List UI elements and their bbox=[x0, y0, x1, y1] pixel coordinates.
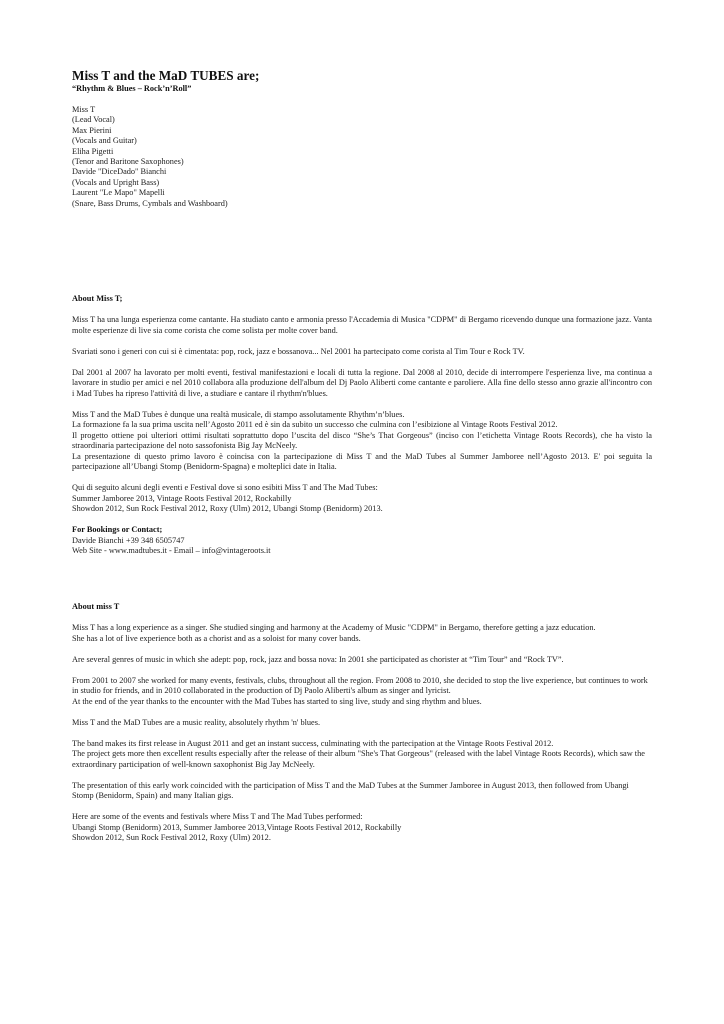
page-title: Miss T and the MaD TUBES are; bbox=[72, 68, 260, 83]
section-heading: About miss T bbox=[72, 602, 120, 611]
paragraph: Miss T has a long experience as a singer. She studied singing and harmony at the Academy of Music "CDPM" in Bergamo, therefore getting a jazz education. bbox=[72, 623, 596, 632]
member-role: (Lead Vocal) bbox=[72, 115, 115, 125]
paragraph: La formazione fa la sua prima uscita nell’Agosto 2011 ed è sin da subito un successo che culmina con l’esibizione al Vintage Roots Festival 2012. bbox=[72, 420, 558, 429]
paragraph: Showdon 2012, Sun Rock Festival 2012, Roxy (Ulm) 2012. bbox=[72, 833, 271, 842]
contact-heading: For Bookings or Contact; bbox=[72, 525, 163, 534]
member-name: Laurent "Le Mapo" Mapelli bbox=[72, 188, 165, 198]
member-role: (Vocals and Upright Bass) bbox=[72, 177, 160, 187]
paragraph: Ubangi Stomp (Benidorm) 2013, Summer Jamboree 2013,Vintage Roots Festival 2012, Rockabilly bbox=[72, 822, 402, 832]
paragraph: Showdon 2012, Sun Rock Festival 2012, Roxy (Ulm) 2012, Ubangi Stomp (Benidorm) 2013. bbox=[72, 504, 383, 513]
paragraph: At the end of the year thanks to the encounter with the Mad Tubes has started to sing live, study and sing rhythm and blues. bbox=[72, 696, 482, 706]
paragraph: Svariati sono i generi con cui si è cimentata: pop, rock, jazz e bossanova... Nel 2001 ha partecipato come corista al Tim Tour e Rock TV. bbox=[72, 346, 525, 356]
paragraph: Here are some of the events and festivals where Miss T and The Mad Tubes performed: bbox=[72, 812, 363, 821]
paragraph: Are several genres of music in which she adept: pop, rock, jazz and bossa nova: In 2001 she participated as chorister at “Tim Tour” and “Rock TV”. bbox=[72, 654, 564, 664]
member-name: Max Pierini bbox=[72, 125, 112, 135]
member-name: Davide "DiceDado" Bianchi bbox=[72, 167, 167, 177]
paragraph: The presentation of this early work coincided with the participation of Miss T and the MaD Tubes at the Summer Jamboree in August 2013, then followed from Ubangi Stomp (Benidorm, Spain) and many Italian gigs. bbox=[72, 780, 629, 800]
contact-phone: Davide Bianchi +39 348 6505747 bbox=[72, 535, 185, 545]
paragraph: Miss T ha una lunga esperienza come cantante. Ha studiato canto e armonia presso l'Accademia di Musica "CDPM" di Bergamo ricevendo dunque una formazione jazz. Vanta molte esperienze di live sia come corista che come solista per molte cover band. bbox=[72, 315, 652, 335]
paragraph: Summer Jamboree 2013, Vintage Roots Festival 2012, Rockabilly bbox=[72, 493, 292, 503]
member-role: (Vocals and Guitar) bbox=[72, 136, 137, 146]
paragraph: From 2001 to 2007 she worked for many events, festivals, clubs, throughout all the region. From 2008 to 2010, she decided to stop the live experience, but continues to work in studio for friends, and in 2010 collaborated in the production of Dj Paolo Aliberti's album as singer and lyricist. bbox=[72, 675, 648, 695]
band-members-list bbox=[72, 105, 228, 209]
paragraph: Miss T and the MaD Tubes è dunque una realtà musicale, di stampo assolutamente Rhythm’n’blues. bbox=[72, 409, 405, 419]
section-heading: About Miss T; bbox=[72, 294, 123, 303]
member-name: Eliha Pigetti bbox=[72, 146, 114, 156]
paragraph: Miss T and the MaD Tubes are a music reality, absolutely rhythm 'n' blues. bbox=[72, 717, 321, 727]
paragraph: Qui di seguito alcuni degli eventi e Festival dove si sono esibiti Miss T and The Mad Tubes: bbox=[72, 483, 378, 492]
member-role: (Snare, Bass Drums, Cymbals and Washboard) bbox=[72, 198, 228, 208]
paragraph: Dal 2001 al 2007 ha lavorato per molti eventi, festival manifestazioni e locali di tutta la regione. Dal 2008 al 2010, decide di interrompere l'esperienza live, ma continua a lavorare in studio per amici e nel 2010 collabora alla produzione dell'album del Dj Paolo Aliberti come cantante e paroliere. Alla fine dello stesso anno grazie all'incontro con i Mad Tubes ha ripreso l'attività di live, a studiare e cantare il rhythm'n'blues. bbox=[72, 367, 652, 398]
paragraph: She has a lot of live experience both as a chorist and as a soloist for many cover bands. bbox=[72, 633, 361, 643]
about-english-section bbox=[72, 602, 652, 844]
about-italian-section bbox=[72, 294, 652, 557]
paragraph: The band makes its first release in August 2011 and get an instant success, culminating with the partecipation at the Vintage Roots Festival 2012. bbox=[72, 738, 554, 748]
page-subtitle: “Rhythm & Blues – Rock’n’Roll” bbox=[72, 84, 192, 93]
paragraph: The project gets more then excellent results especially after the release of their album "She's That Gorgeous" (released with the label Vintage Roots Records), which saw the extraordinary participation of well-known saxophonist Big Jay McNeely. bbox=[72, 749, 645, 769]
contact-web-email: Web Site - www.madtubes.it - Email – info@vintageroots.it bbox=[72, 546, 271, 555]
paragraph: La presentazione di questo primo lavoro è coincisa con la partecipazione di Miss T and the MaD Tubes al Summer Jamboree nell’Agosto 2013. E' poi seguita la partecipazione all’Ubangi Stomp (Benidorm-Spagna) e molteplici date in Italia. bbox=[72, 451, 652, 471]
member-name: Miss T bbox=[72, 105, 96, 114]
member-role: (Tenor and Baritone Saxophones) bbox=[72, 157, 184, 167]
paragraph: Il progetto ottiene poi ulteriori ottimi risultati soprattutto dopo l’uscita del disco “She’s That Gorgeous” (inciso con l’etichetta Vintage Roots Records), che ha visto la straordinaria partecipazione del noto sassofonista Big Jay McNeely. bbox=[72, 430, 652, 450]
